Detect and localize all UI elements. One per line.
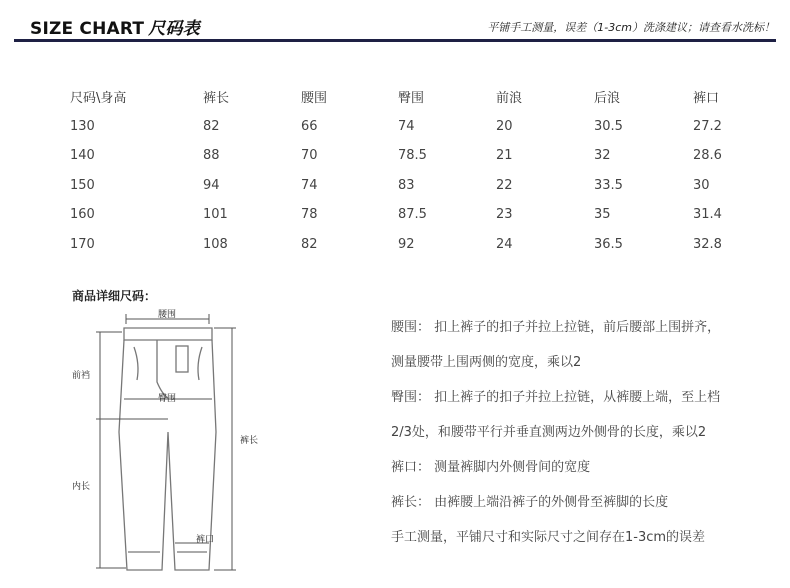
table-cell: 35 [594,207,611,223]
table-cell: 170 [70,236,95,252]
table-cell: 160 [70,207,95,223]
table-cell: 74 [301,177,318,193]
table-cell: 28.6 [693,148,722,164]
description-line: 臀围： 扣上裤子的扣子并拉上拉链，从裤腰上端，至上档 [391,390,721,405]
table-row [70,171,753,201]
pants-outline [119,328,216,570]
table-cell: 70 [301,148,318,164]
size-table [70,82,753,259]
table-cell: 82 [301,236,318,252]
description-line: 测量腰带上围两侧的宽度，乘以2 [391,355,582,370]
description-line: 裤口： 测量裤脚内外侧骨间的宽度 [391,460,591,475]
pants-diagram [64,302,274,578]
column-header: 后浪 [594,91,621,107]
table-cell: 83 [398,177,415,193]
measurement-note: 平铺手工测量，误差（1-3cm）洗涤建议；请查看水洗标！ [487,21,775,34]
inseam-dimension [96,419,126,568]
table-cell: 92 [398,236,415,252]
table-cell: 130 [70,118,95,134]
table-cell: 108 [203,236,228,252]
table-cell: 36.5 [594,236,623,252]
inseam-label: 内长 [72,482,91,492]
table-cell: 140 [70,148,95,164]
table-cell: 87.5 [398,207,427,223]
table-cell: 88 [203,148,220,164]
description-line: 手工测量，平铺尺寸和实际尺寸之间存在1-3cm的误差 [391,530,706,545]
header-divider [14,39,776,42]
table-cell: 22 [496,177,513,193]
table-cell: 31.4 [693,207,722,223]
column-header: 尺码\身高 [70,91,127,107]
table-row [70,200,753,230]
description-line: 2/3处，和腰带平行并垂直测两边外侧骨的长度，乘以2 [391,425,707,440]
table-cell: 78 [301,207,318,223]
length-label: 裤长 [240,436,259,446]
table-cell: 150 [70,177,95,193]
page-title [30,14,200,39]
table-header-row [70,82,753,112]
description-line: 腰围： 扣上裤子的扣子并拉上拉链，前后腰部上围拼齐， [391,320,721,335]
title-cn: 尺码表 [148,19,200,39]
table-cell: 66 [301,118,318,134]
title-en: SIZE CHART [30,19,145,39]
description-line: 裤长： 由裤腰上端沿裤子的外侧骨至裤脚的长度 [391,495,669,510]
column-header: 腰围 [301,91,328,107]
detail-title: 商品详细尺码： [72,289,157,303]
table-cell: 82 [203,118,220,134]
table-cell: 32.8 [693,236,722,252]
column-header: 前浪 [496,91,523,107]
table-cell: 30 [693,177,710,193]
table-cell: 94 [203,177,220,193]
table-cell: 24 [496,236,513,252]
column-header: 裤长 [203,91,230,107]
table-cell: 101 [203,207,228,223]
waist-label: 腰围 [157,310,177,320]
table-cell: 74 [398,118,415,134]
column-header: 裤口 [693,91,720,107]
table-cell: 32 [594,148,611,164]
table-cell: 20 [496,118,513,134]
table-row [70,112,753,142]
table-cell: 27.2 [693,118,722,134]
length-dimension [214,328,236,570]
hip-label: 臀围 [157,394,177,404]
table-cell: 23 [496,207,513,223]
table-cell: 33.5 [594,177,623,193]
table-cell: 78.5 [398,148,427,164]
column-header: 臀围 [398,91,425,107]
table-row [70,141,753,171]
measurement-descriptions [391,318,771,563]
table-cell: 21 [496,148,513,164]
header [0,0,790,40]
table-cell: 30.5 [594,118,623,134]
hem-label: 裤口 [196,535,215,545]
front-rise-label: 前裆 [72,371,91,381]
table-row [70,230,753,260]
